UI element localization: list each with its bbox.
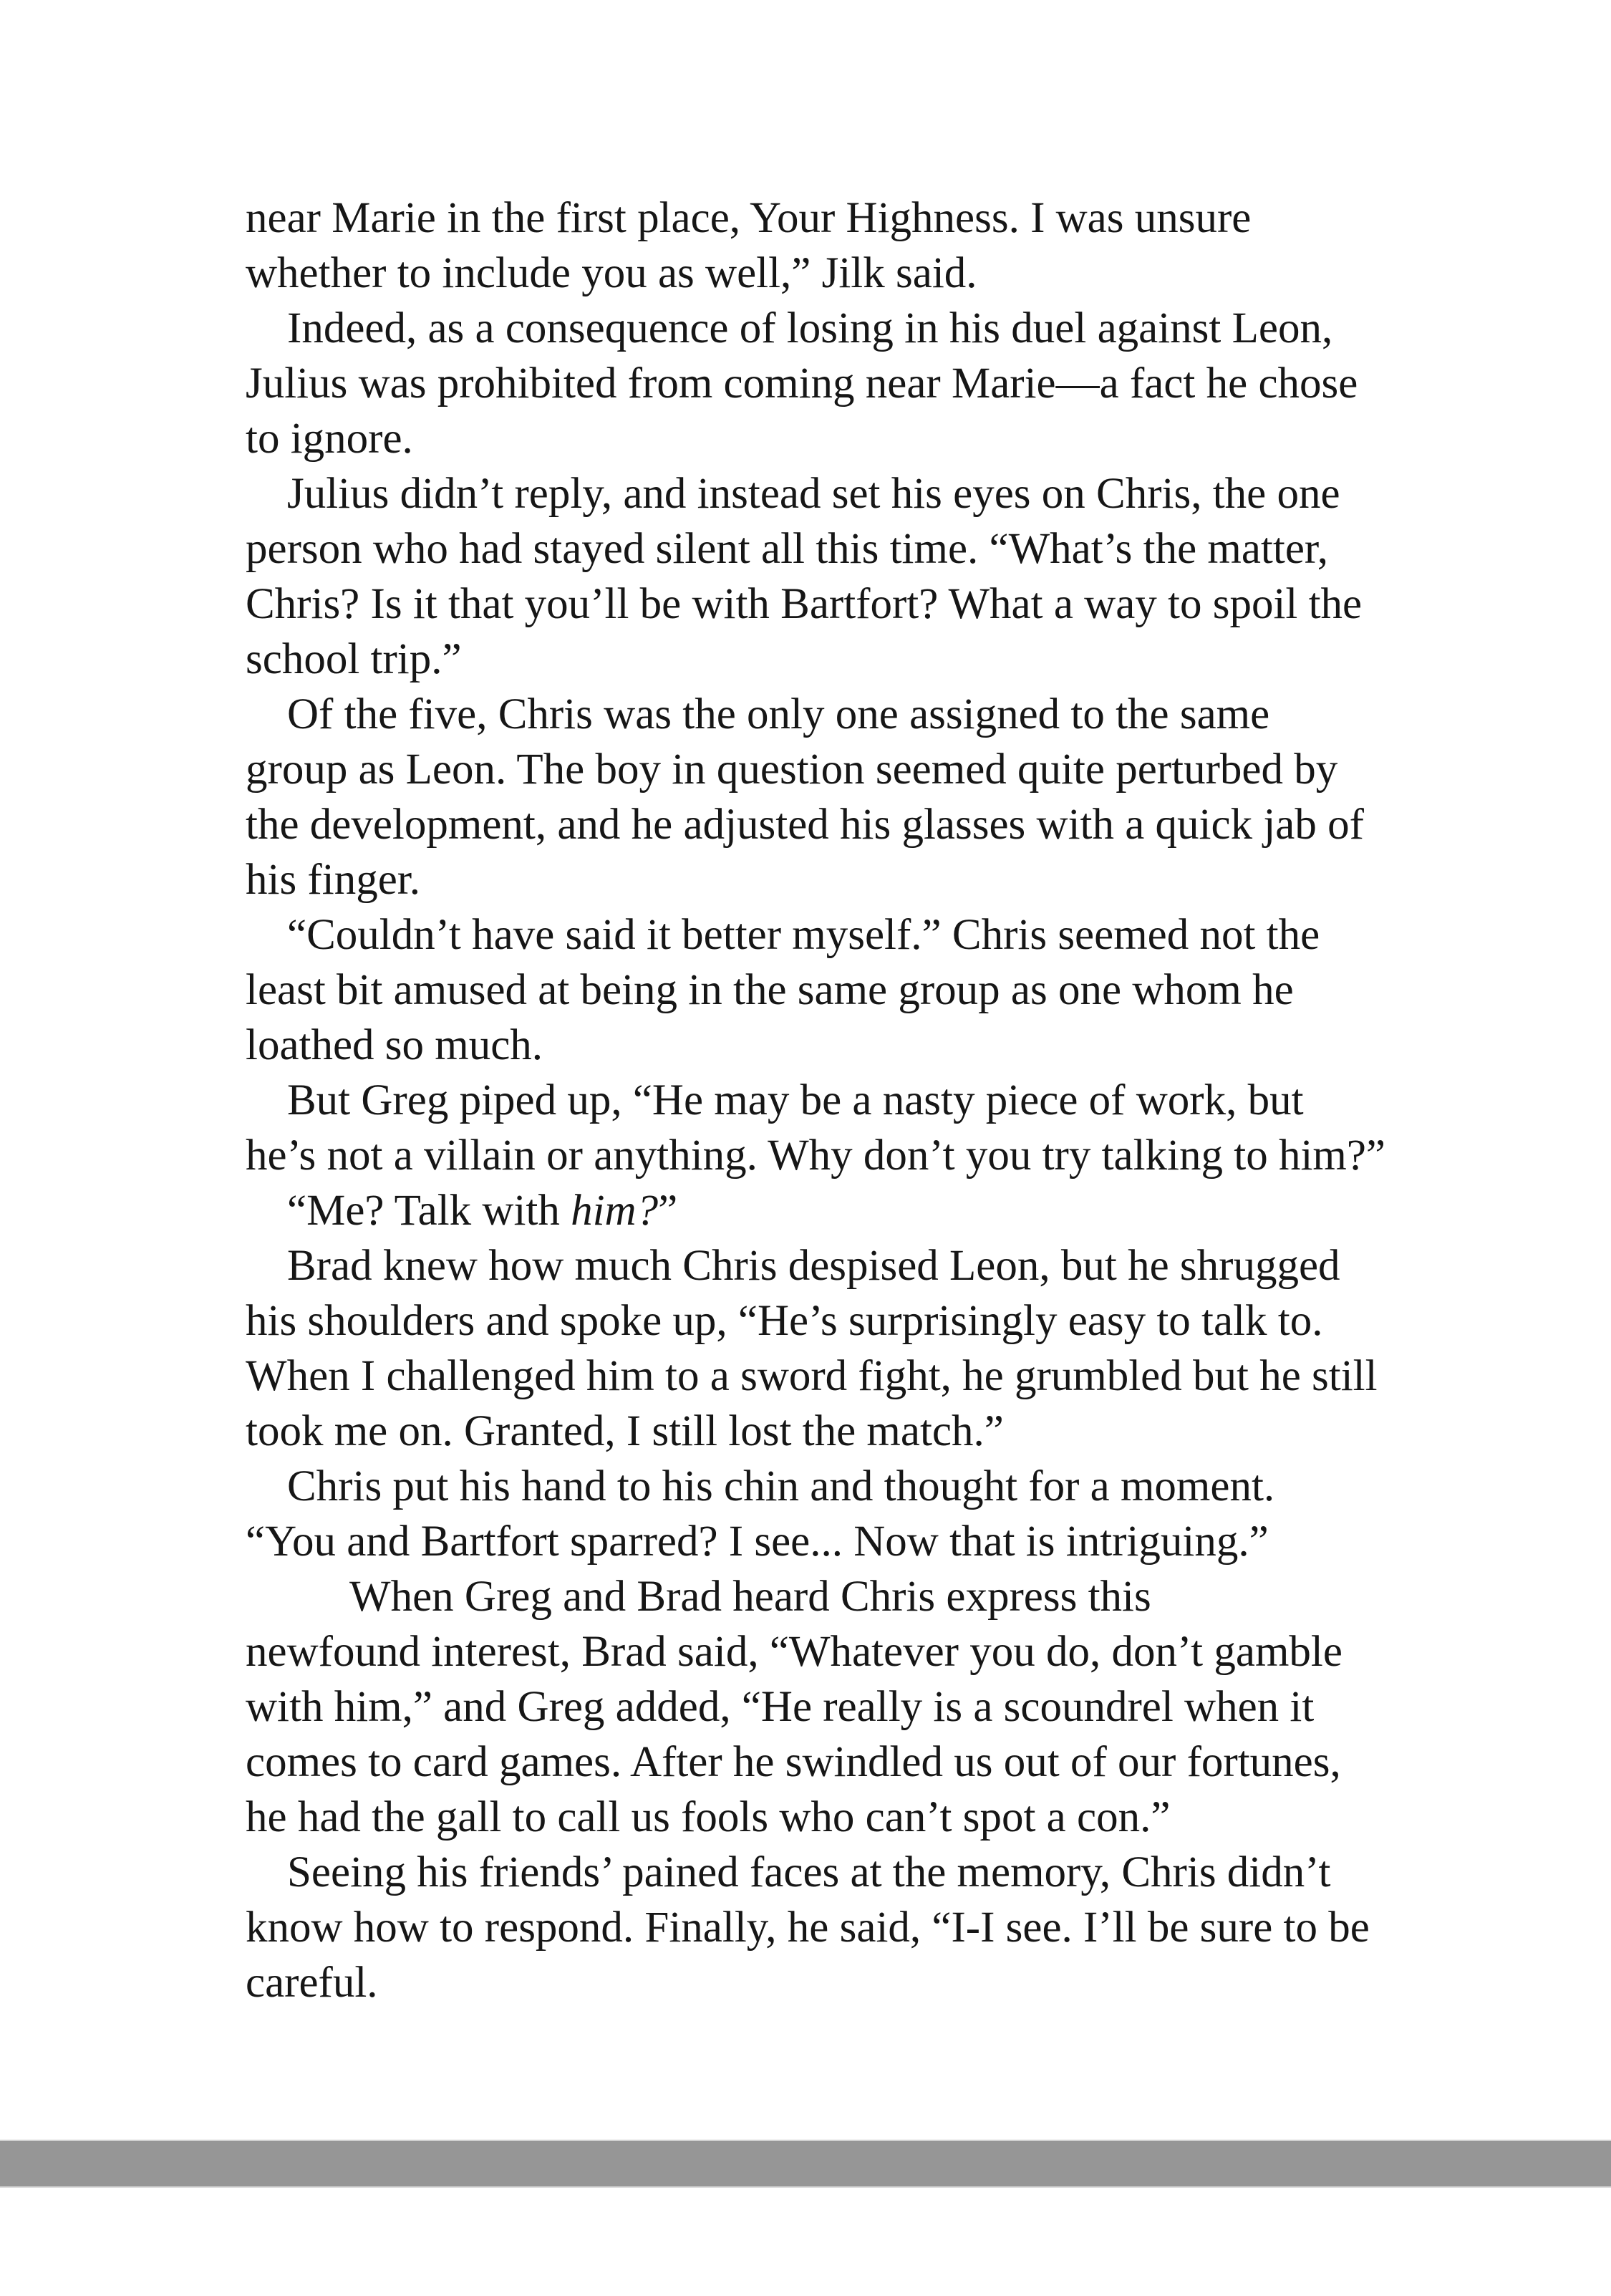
text-line: Brad knew how much Chris despised Leon, but he shrugged bbox=[287, 1242, 1340, 1290]
text-line: “You and Bartfort sparred? I see... Now that is intriguing.” bbox=[246, 1518, 1269, 1566]
text-line: Julius didn’t reply, and instead set his eyes on Chris, the one bbox=[287, 470, 1340, 518]
text-line: careful. bbox=[246, 1959, 378, 2007]
text-line: Julius was prohibited from coming near Marie—a fact he chose bbox=[246, 360, 1358, 407]
text-line: newfound interest, Brad said, “Whatever you do, don’t gamble bbox=[246, 1628, 1342, 1676]
italic-text-segment: him? bbox=[571, 1187, 659, 1235]
text-segment: ” bbox=[658, 1187, 678, 1235]
text-line: took me on. Granted, I still lost the match.” bbox=[246, 1407, 1004, 1455]
text-column bbox=[246, 190, 1385, 2010]
text-line: person who had stayed silent all this time. “What’s the matter, bbox=[246, 525, 1329, 573]
text-line: know how to respond. Finally, he said, “I-I see. I’ll be sure to be bbox=[246, 1904, 1370, 1952]
text-line: school trip.” bbox=[246, 635, 462, 683]
text-line: loathed so much. bbox=[246, 1021, 543, 1069]
text-line: Of the five, Chris was the only one assigned to the same bbox=[287, 690, 1270, 738]
text-line: group as Leon. The boy in question seemed quite perturbed by bbox=[246, 746, 1338, 794]
text-line: the development, and he adjusted his glasses with a quick jab of bbox=[246, 801, 1364, 849]
text-segment: “Me? Talk with bbox=[287, 1187, 571, 1235]
text-line: near Marie in the first place, Your Highness. I was unsure bbox=[246, 194, 1252, 242]
text-line bbox=[246, 1183, 1380, 1238]
text-line: with him,” and Greg added, “He really is a scoundrel when it bbox=[246, 1683, 1315, 1731]
text-line: Chris put his hand to his chin and thought for a moment. bbox=[287, 1462, 1275, 1510]
text-line: “Couldn’t have said it better myself.” Chris seemed not the bbox=[287, 911, 1320, 959]
text-line: his shoulders and spoke up, “He’s surprisingly easy to talk to. bbox=[246, 1297, 1323, 1345]
text-line: But Greg piped up, “He may be a nasty piece of work, but bbox=[287, 1076, 1304, 1124]
text-line: whether to include you as well,” Jilk said. bbox=[246, 249, 977, 297]
text-line: least bit amused at being in the same group as one whom he bbox=[246, 966, 1294, 1014]
text-line: When I challenged him to a sword fight, he grumbled but he still bbox=[246, 1352, 1378, 1400]
text-line: his finger. bbox=[246, 856, 420, 904]
text-line: comes to card games. After he swindled us out of our fortunes, bbox=[246, 1738, 1341, 1786]
text-line: Chris? Is it that you’ll be with Bartfort? What a way to spoil the bbox=[246, 580, 1363, 628]
text-line: When Greg and Brad heard Chris express this bbox=[349, 1573, 1151, 1621]
text-line: he had the gall to call us fools who can’t spot a con.” bbox=[246, 1793, 1171, 1841]
text-line: Seeing his friends’ pained faces at the memory, Chris didn’t bbox=[287, 1848, 1331, 1896]
text-line: Indeed, as a consequence of losing in his duel against Leon, bbox=[287, 304, 1333, 352]
text-line: to ignore. bbox=[246, 415, 413, 463]
text-line: he’s not a villain or anything. Why don’t you try talking to him?” bbox=[246, 1132, 1385, 1180]
progress-bar bbox=[0, 2139, 1611, 2188]
